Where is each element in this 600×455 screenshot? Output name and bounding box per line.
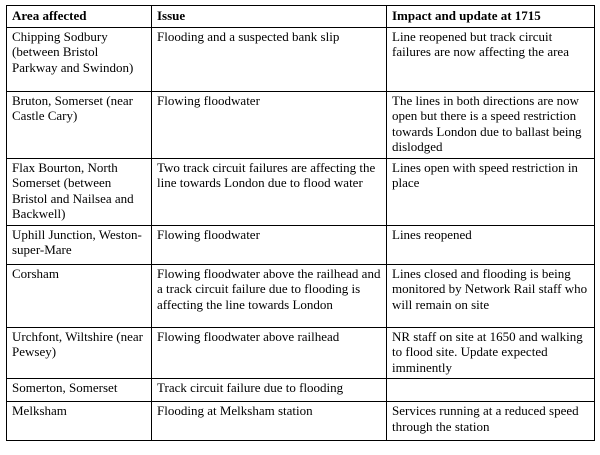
table-header-row bbox=[7, 6, 595, 28]
cell-impact: The lines in both directions are now open but there is a speed restriction towards London due to ballast being dislodged bbox=[387, 91, 595, 158]
table-row bbox=[7, 402, 595, 441]
cell-issue: Flowing floodwater bbox=[152, 225, 387, 264]
cell-area: Urchfont, Wiltshire (near Pewsey) bbox=[7, 327, 152, 379]
cell-impact: Lines open with speed restriction in place bbox=[387, 158, 595, 225]
cell-area: Uphill Junction, Weston-super-Mare bbox=[7, 225, 152, 264]
cell-impact bbox=[387, 379, 595, 402]
cell-area: Flax Bourton, North Somerset (between Bristol and Nailsea and Backwell) bbox=[7, 158, 152, 225]
cell-issue: Two track circuit failures are affecting the line towards London due to flood water bbox=[152, 158, 387, 225]
table-row bbox=[7, 264, 595, 327]
table-row bbox=[7, 27, 595, 91]
cell-impact: Services running at a reduced speed through the station bbox=[387, 402, 595, 441]
cell-issue: Flowing floodwater bbox=[152, 91, 387, 158]
cell-area: Corsham bbox=[7, 264, 152, 327]
incident-table bbox=[6, 5, 595, 441]
table-row bbox=[7, 379, 595, 402]
cell-impact: Lines reopened bbox=[387, 225, 595, 264]
table-row bbox=[7, 327, 595, 379]
cell-area: Chipping Sodbury (between Bristol Parkway and Swindon) bbox=[7, 27, 152, 91]
cell-impact: Line reopened but track circuit failures are now affecting the area bbox=[387, 27, 595, 91]
cell-issue: Flooding and a suspected bank slip bbox=[152, 27, 387, 91]
cell-impact: NR staff on site at 1650 and walking to flood site. Update expected imminently bbox=[387, 327, 595, 379]
incident-table-container bbox=[6, 5, 594, 441]
header-area-affected: Area affected bbox=[7, 6, 152, 28]
table-row bbox=[7, 91, 595, 158]
header-impact-update: Impact and update at 1715 bbox=[387, 6, 595, 28]
cell-area: Bruton, Somerset (near Castle Cary) bbox=[7, 91, 152, 158]
table-row bbox=[7, 225, 595, 264]
cell-area: Somerton, Somerset bbox=[7, 379, 152, 402]
cell-issue: Track circuit failure due to flooding bbox=[152, 379, 387, 402]
cell-impact: Lines closed and flooding is being monitored by Network Rail staff who will remain on site bbox=[387, 264, 595, 327]
cell-area: Melksham bbox=[7, 402, 152, 441]
cell-issue: Flowing floodwater above railhead bbox=[152, 327, 387, 379]
cell-issue: Flooding at Melksham station bbox=[152, 402, 387, 441]
cell-issue: Flowing floodwater above the railhead and a track circuit failure due to flooding is affecting the line towards London bbox=[152, 264, 387, 327]
header-issue: Issue bbox=[152, 6, 387, 28]
table-row bbox=[7, 158, 595, 225]
